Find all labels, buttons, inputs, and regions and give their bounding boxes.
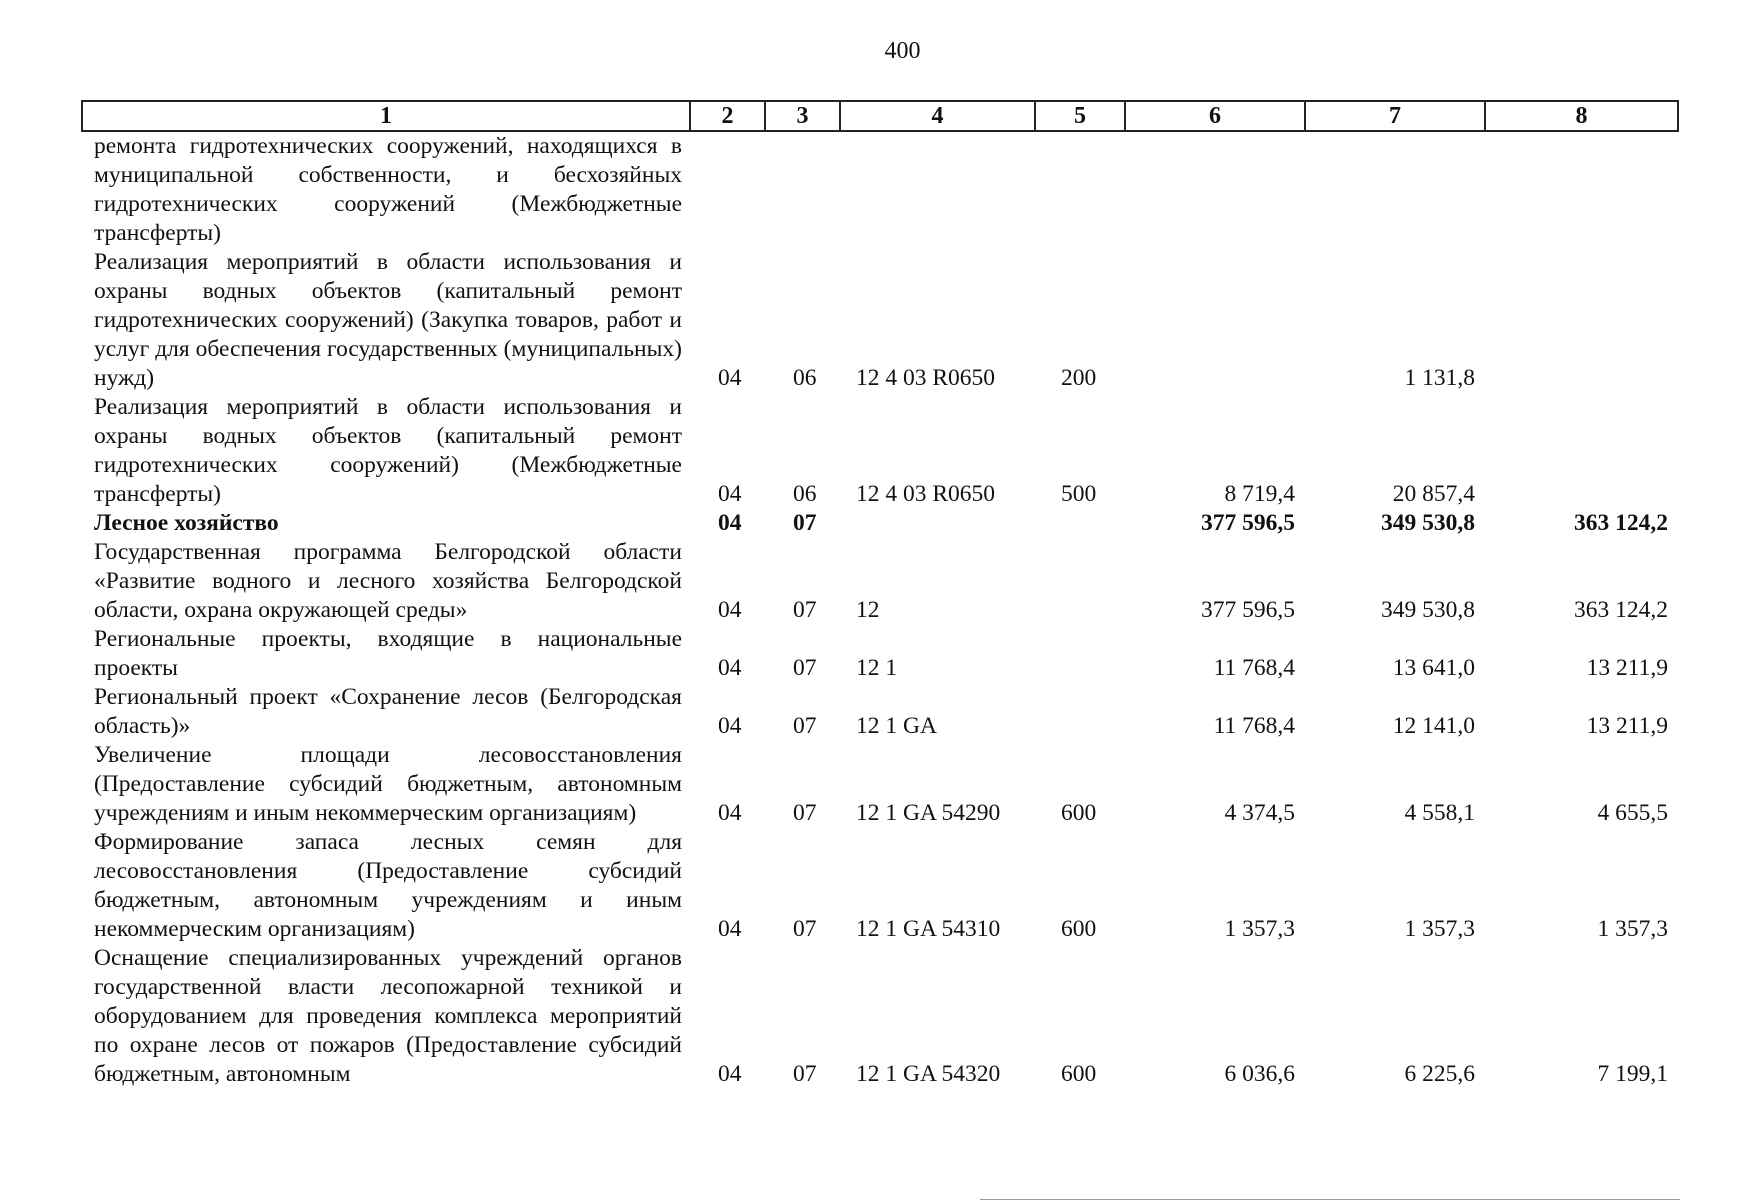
amount-col-7 [1305, 131, 1485, 248]
amount-col-6: 4 374,5 [1224, 800, 1295, 826]
row-name: Государственная программа Белгородской области «Развитие водного и лесного хозяйства Белгородской области, охрана окружающей среды» [94, 539, 682, 623]
section-code: 04 [718, 365, 742, 391]
target-article-code: 12 1 GA [856, 713, 937, 739]
amount-col-6 [1125, 131, 1305, 248]
table-row [82, 538, 1678, 625]
expense-type-code [1035, 538, 1125, 625]
section-code: 04 [718, 800, 742, 826]
amount-col-7: 1 131,8 [1404, 365, 1475, 391]
row-name: Региональный проект «Сохранение лесов (Белгородская область)» [94, 684, 682, 739]
table-row [82, 393, 1678, 509]
subsection-code: 06 [793, 365, 817, 391]
row-name: Оснащение специализированных учреждений органов государственной власти лесопожарной техникой и оборудованием для проведения комплекса мероприятий по охране лесов от пожаров (Предоставление субсидий бюджетным, автономным [94, 945, 682, 1087]
amount-col-6: 11 768,4 [1213, 655, 1295, 681]
table-row [82, 625, 1678, 683]
target-article-code: 12 1 GA 54310 [856, 916, 1001, 942]
section-code: 04 [718, 713, 742, 739]
subsection-code: 07 [793, 916, 817, 942]
section-code: 04 [718, 510, 742, 536]
subsection-code: 07 [793, 1061, 817, 1087]
amount-col-7: 4 558,1 [1404, 800, 1475, 826]
amount-col-7: 349 530,8 [1381, 510, 1475, 536]
target-article-code: 12 [856, 597, 880, 623]
amount-col-7: 349 530,8 [1381, 597, 1475, 623]
table-row [82, 828, 1678, 944]
column-header-6: 6 [1125, 101, 1305, 131]
table-row [82, 131, 1678, 248]
row-name: Формирование запаса лесных семян для лесовосстановления (Предоставление субсидий бюджетным, автономным учреждениям и иным некоммерческим организациям) [94, 829, 682, 942]
section-code: 04 [718, 597, 742, 623]
amount-col-8 [1485, 248, 1678, 393]
row-name: Реализация мероприятий в области использования и охраны водных объектов (капитальный ремонт гидротехнических сооружений) (Межбюджетные трансферты) [94, 394, 682, 507]
subsection-code: 07 [793, 655, 817, 681]
budget-table [81, 100, 1679, 1089]
amount-col-8: 4 655,5 [1597, 800, 1668, 826]
amount-col-8 [1485, 131, 1678, 248]
column-header-4: 4 [840, 101, 1035, 131]
expense-type-code [1035, 683, 1125, 741]
header-row [82, 101, 1678, 131]
column-header-8: 8 [1485, 101, 1678, 131]
target-article-code: 12 4 03 R0650 [856, 481, 996, 507]
subsection-code: 07 [793, 510, 817, 536]
target-article-code [840, 131, 1035, 248]
amount-col-8: 13 211,9 [1586, 713, 1668, 739]
amount-col-6: 6 036,6 [1224, 1061, 1295, 1087]
column-header-3: 3 [765, 101, 840, 131]
amount-col-6: 377 596,5 [1201, 597, 1295, 623]
table-row [82, 248, 1678, 393]
amount-col-6 [1125, 248, 1305, 393]
row-name: Увеличение площади лесовосстановления (Предоставление субсидий бюджетным, автономным учреждениям и иным некоммерческим организациям) [94, 742, 682, 826]
section-code: 04 [718, 655, 742, 681]
amount-col-7: 12 141,0 [1392, 713, 1475, 739]
amount-col-7: 1 357,3 [1404, 916, 1475, 942]
column-header-2: 2 [690, 101, 765, 131]
expense-type-code: 600 [1061, 916, 1097, 942]
row-name: Лесное хозяйство [94, 510, 279, 536]
target-article-code: 12 4 03 R0650 [856, 365, 996, 391]
table-row [82, 683, 1678, 741]
expense-type-code [1035, 509, 1125, 538]
amount-col-6: 377 596,5 [1201, 510, 1295, 536]
subsection-code: 07 [793, 597, 817, 623]
section-code [690, 131, 765, 248]
section-code: 04 [718, 1061, 742, 1087]
expense-type-code [1035, 625, 1125, 683]
table-row [82, 944, 1678, 1089]
amount-col-7: 20 857,4 [1392, 481, 1475, 507]
amount-col-7: 6 225,6 [1404, 1061, 1475, 1087]
subsection-code: 07 [793, 713, 817, 739]
expense-type-code: 600 [1061, 1061, 1097, 1087]
column-header-5: 5 [1035, 101, 1125, 131]
amount-col-8: 7 199,1 [1597, 1061, 1668, 1087]
column-header-7: 7 [1305, 101, 1485, 131]
expense-type-code: 500 [1061, 481, 1097, 507]
page-number: 400 [884, 38, 921, 64]
section-code: 04 [718, 481, 742, 507]
expense-type-code: 600 [1061, 800, 1097, 826]
amount-col-6: 11 768,4 [1213, 713, 1295, 739]
amount-col-8: 363 124,2 [1574, 510, 1668, 536]
amount-col-6: 1 357,3 [1224, 916, 1295, 942]
subsection-code: 06 [793, 481, 817, 507]
expense-type-code [1035, 131, 1125, 248]
row-name: ремонта гидротехнических сооружений, находящихся в муниципальной собственности, и бесхозяйных гидротехнических сооружений (Межбюджетные трансферты) [94, 133, 682, 246]
target-article-code: 12 1 GA 54320 [856, 1061, 1001, 1087]
amount-col-8: 363 124,2 [1574, 597, 1668, 623]
subsection-code [765, 131, 840, 248]
target-article-code: 12 1 [856, 655, 898, 681]
table-row [82, 741, 1678, 828]
target-article-code: 12 1 GA 54290 [856, 800, 1001, 826]
amount-col-8: 13 211,9 [1586, 655, 1668, 681]
table-row [82, 509, 1678, 538]
amount-col-8: 1 357,3 [1597, 916, 1668, 942]
target-article-code [840, 509, 1035, 538]
row-name: Реализация мероприятий в области использования и охраны водных объектов (капитальный ремонт гидротехнических сооружений) (Закупка товаров, работ и услуг для обеспечения государственных (муниципальных) нужд) [94, 249, 682, 391]
column-header-1: 1 [82, 101, 690, 131]
amount-col-8 [1485, 393, 1678, 509]
expense-type-code: 200 [1061, 365, 1097, 391]
row-name: Региональные проекты, входящие в национальные проекты [94, 626, 682, 681]
amount-col-7: 13 641,0 [1392, 655, 1475, 681]
amount-col-6: 8 719,4 [1224, 481, 1295, 507]
subsection-code: 07 [793, 800, 817, 826]
section-code: 04 [718, 916, 742, 942]
